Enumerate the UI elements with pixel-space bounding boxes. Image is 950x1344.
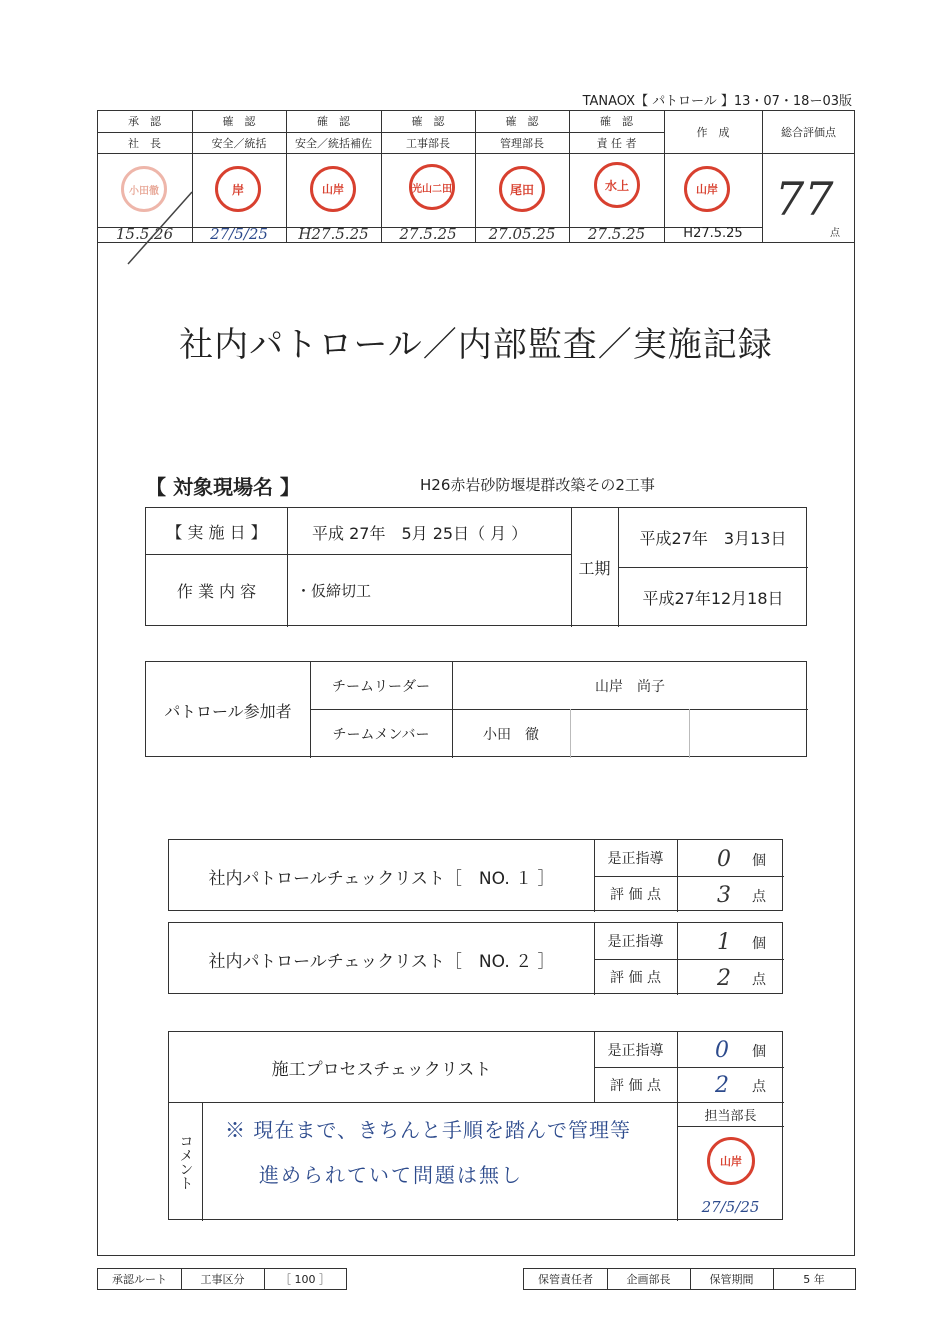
approval-header-top-4: 確 認 <box>505 115 539 128</box>
work-label: 作 業 内 容 <box>176 582 257 601</box>
leader-name: 山岸 尚子 <box>595 678 665 695</box>
page-title: 社内パトロール／内部監査／実施記録 <box>179 324 773 365</box>
checklist-3-score-label: 評 価 点 <box>610 1077 661 1094</box>
checklist-3-name: 施工プロセスチェックリスト <box>271 1059 492 1080</box>
checklist-2-score-value: 2 <box>717 965 731 991</box>
site-label: 【 対象現場名 】 <box>146 475 300 499</box>
approval-header-top-1: 確 認 <box>222 115 256 128</box>
checklist-1-correction-label: 是正指導 <box>607 851 664 867</box>
checklist-3-score-value: 2 <box>715 1073 729 1098</box>
approval-header-bottom-4: 管理部長 <box>500 137 544 150</box>
seal-responsible: 水上 <box>594 162 640 208</box>
approval-header-top-2: 確 認 <box>317 115 350 128</box>
process-checklist <box>168 1031 783 1220</box>
seal-admin-manager: 尾田 <box>499 166 545 212</box>
approval-header-bottom-0: 社 長 <box>128 137 161 150</box>
date-value: 平成 27年 5月 25日（ 月 ） <box>312 524 528 543</box>
keeper-label: 保管責任者 <box>538 1273 593 1286</box>
approval-table <box>97 110 855 242</box>
manager-seal: 山岸 <box>707 1137 755 1185</box>
route-label: 承認ルート <box>112 1273 167 1286</box>
patrol-label: パトロール参加者 <box>164 701 292 721</box>
form-code: TANAOX【 パトロール 】13・07・18ー03版 <box>582 94 852 109</box>
manager-label: 担当部長 <box>704 1108 757 1124</box>
seal-president: 小田徹 <box>121 166 167 212</box>
storage-period-value: 5 年 <box>803 1273 825 1286</box>
approval-header-bottom-5: 責 任 者 <box>596 137 637 150</box>
leader-label: チームリーダー <box>332 678 430 695</box>
creator-header: 作 成 <box>696 126 730 139</box>
manager-date: 27/5/25 <box>701 1198 760 1216</box>
comment-line-2: 進められていて問題は無し <box>259 1163 523 1187</box>
footer-left <box>97 1268 347 1290</box>
checklist-2-score-unit: 点 <box>752 972 766 988</box>
checklist-1-name: 社内パトロールチェックリスト［ NO. １ ］ <box>208 868 555 889</box>
comment-line-1: ※ 現在まで、きちんと手順を踏んで管理等 <box>225 1118 631 1142</box>
total-score-unit: 点 <box>830 228 840 239</box>
member-label: チームメンバー <box>332 726 430 743</box>
period-start: 平成27年 3月13日 <box>639 529 787 548</box>
checklist-3-score-unit: 点 <box>752 1079 766 1095</box>
seal-creator: 山岸 <box>684 166 730 212</box>
seal-construction-manager: 光山二田 <box>409 164 455 210</box>
checklist-3-correction-unit: 個 <box>752 1044 766 1060</box>
checklist-3-correction-value: 0 <box>715 1038 729 1063</box>
checklist-1 <box>168 839 783 911</box>
checklist-2-correction-value: 1 <box>717 929 731 955</box>
checklist-2 <box>168 922 783 994</box>
date-safety-assist: H27.5.25 <box>298 225 369 243</box>
checklist-1-correction-value: 0 <box>717 846 731 872</box>
date-admin-manager: 27.05.25 <box>488 225 556 243</box>
checklist-1-score-label: 評 価 点 <box>610 887 661 903</box>
approval-header-bottom-2: 安全／統括補佐 <box>295 137 372 150</box>
footer-right <box>523 1268 856 1290</box>
patrol-table <box>145 661 807 757</box>
approval-header-top-5: 確 認 <box>600 115 633 128</box>
work-value: ・仮締切工 <box>296 582 372 600</box>
period-label: 工期 <box>578 559 611 578</box>
type-label: 工事区分 <box>200 1273 245 1286</box>
storage-period-label: 保管期間 <box>709 1273 754 1286</box>
seal-safety-assist: 山岸 <box>310 166 356 212</box>
checklist-2-correction-unit: 個 <box>752 936 766 952</box>
checklist-1-correction-unit: 個 <box>752 853 766 869</box>
checklist-3-correction-label: 是正指導 <box>607 1042 664 1059</box>
info-table <box>145 507 807 626</box>
member-name: 小田 徹 <box>483 726 539 743</box>
date-responsible: 27.5.25 <box>587 225 646 243</box>
period-end: 平成27年12月18日 <box>642 588 784 608</box>
total-score-value: 77 <box>775 172 834 226</box>
checklist-2-score-label: 評 価 点 <box>610 970 661 986</box>
approval-header-top-3: 確 認 <box>411 115 445 128</box>
checklist-2-name: 社内パトロールチェックリスト［ NO. ２ ］ <box>208 951 555 972</box>
date-construction-manager: 27.5.25 <box>399 225 457 243</box>
strike-line <box>110 180 200 270</box>
date-creator: H27.5.25 <box>683 225 743 241</box>
date-safety: 27/5/25 <box>210 225 268 243</box>
comment-label: コメント <box>177 1133 194 1190</box>
approval-header-top-0: 承 認 <box>128 115 161 128</box>
checklist-2-correction-label: 是正指導 <box>607 934 664 950</box>
approval-header-bottom-3: 工事部長 <box>406 137 450 150</box>
date-label: 【 実 施 日 】 <box>166 522 267 542</box>
total-score-header: 総合評価点 <box>781 126 836 139</box>
type-value: ［ 100 ］ <box>280 1273 330 1286</box>
site-name: H26赤岩砂防堰堤群改築その2工事 <box>420 476 655 494</box>
seal-safety: 岸 <box>215 166 261 212</box>
checklist-1-score-unit: 点 <box>752 889 766 905</box>
keeper-value: 企画部長 <box>626 1273 671 1286</box>
checklist-1-score-value: 3 <box>717 882 731 908</box>
date-president: 15.5.26 <box>115 225 174 243</box>
approval-header-bottom-1: 安全／統括 <box>211 137 267 150</box>
